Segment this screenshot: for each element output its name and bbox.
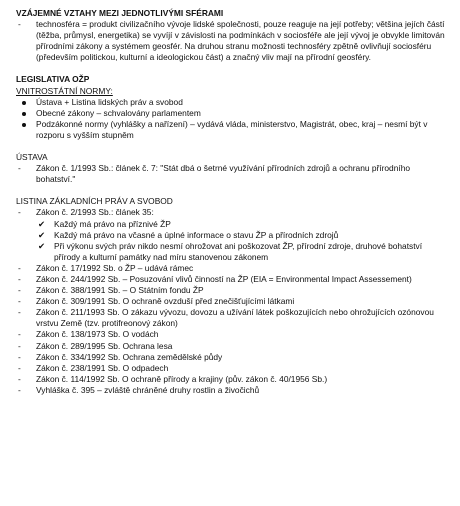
check-icon: ✔	[38, 240, 46, 251]
section-title-constitution: ÚSTAVA	[16, 152, 48, 163]
list-item	[16, 307, 448, 329]
dash-marker: -	[18, 262, 21, 273]
list-item-text: Obecné zákony – schvalovány parlamentem	[36, 107, 201, 118]
list-item-text: Ústava + Listina lidských práv a svobod	[36, 96, 183, 107]
list-item	[16, 108, 448, 119]
list-item-text: Zákon č. 211/1993 Sb. O zákazu vývozu, dovozu a užívání látek poškozujících nebo ohrožujících ozónovou vrstvu Země (tzv. protifreonový zákon)	[36, 307, 434, 329]
list-item	[16, 285, 448, 296]
list-item	[16, 329, 448, 340]
list-item	[16, 19, 448, 63]
subsection-title-national-norms: VNITROSTÁTNÍ NORMY:	[16, 85, 113, 96]
list-item	[16, 274, 448, 285]
bullet-icon	[22, 123, 26, 127]
dash-marker: -	[18, 351, 21, 362]
list-item	[16, 97, 448, 108]
dash-marker: -	[18, 340, 21, 351]
list-item-text: Zákon č. 114/1992 Sb. O ochraně přírody a krajiny (pův. zákon č. 40/1956 Sb.)	[36, 373, 328, 384]
list-item	[16, 263, 448, 274]
section-title-legislation: LEGISLATIVA OŽP	[16, 74, 90, 85]
dash-marker: -	[18, 307, 21, 318]
dash-marker: -	[18, 373, 21, 384]
list-item	[16, 163, 448, 185]
list-item-text: Každý má právo na včasné a úplné informace o stavu ŽP a přírodních zdrojů	[54, 229, 339, 240]
list-item-text: Zákon č. 1/1993 Sb.: článek č. 7: "Stát dbá o šetrné využívání přírodních zdrojů a ochranu přírodního bohatství."	[36, 163, 411, 185]
list-item	[16, 363, 448, 374]
list-item-text: Zákon č. 138/1973 Sb. O vodách	[36, 329, 159, 340]
dash-marker: -	[18, 329, 21, 340]
list-item	[16, 341, 448, 352]
list-item	[16, 385, 448, 396]
list-item-text: Zákon č. 309/1991 Sb. O ochraně ovzduší před znečišťujícími látkami	[36, 296, 295, 307]
check-icon: ✔	[38, 229, 46, 240]
section-title-charter: LISTINA ZÁKLADNÍCH PRÁV A SVOBOD	[16, 196, 173, 207]
list-item	[16, 296, 448, 307]
sub-list-item	[16, 241, 448, 263]
list-item	[16, 374, 448, 385]
dash-marker: -	[18, 163, 21, 174]
dash-marker: -	[18, 207, 21, 218]
list-item-text: Zákon č. 334/1992 Sb. Ochrana zemědělské půdy	[36, 351, 223, 362]
dash-marker: -	[18, 273, 21, 284]
bullet-icon	[22, 112, 26, 116]
dash-marker: -	[18, 285, 21, 296]
list-item	[16, 119, 448, 141]
list-item-text: Zákon č. 244/1992 Sb. – Posuzování vlivů činností na ŽP (EIA = Environmental Impact Assessement)	[36, 273, 412, 284]
list-item-text: Zákon č. 289/1995 Sb. Ochrana lesa	[36, 340, 173, 351]
bullet-icon	[22, 101, 26, 105]
list-item	[16, 352, 448, 363]
check-icon: ✔	[38, 218, 46, 229]
list-item-text: Každý má právo na příznivé ŽP	[54, 218, 171, 229]
list-item-text: Zákon č. 17/1992 Sb. o ŽP – udává rámec	[36, 262, 194, 273]
list-item-text: Při výkonu svých práv nikdo nesmí ohrožovat ani poškozovat ŽP, přírodní zdroje, druhové bohatství přírody a kulturní památky nad míru stanovenou zákonem	[54, 240, 423, 262]
list-item-text: Zákon č. 238/1991 Sb. O odpadech	[36, 362, 169, 373]
dash-marker: -	[18, 384, 21, 395]
dash-marker: -	[18, 296, 21, 307]
list-item-text: technosféra = produkt civilizačního vývoje lidské společnosti, pouze reaguje na její potřeby; většina jejích částí (těžba, průmysl, energetika) se vyvíjí v závislosti na podmínkách v sociosféře ale její vývoj je obvykle limitován přírodními zákony a systémem geosfér. Na druhou stranu možnosti technosféry zpětně ovlivňují sociosféru (především politickou, kulturní a ideologickou část) a značný vliv mají na přírodní geosféry.	[36, 19, 445, 63]
list-item-text: Zákon č. 2/1993 Sb.: článek 35:	[36, 207, 154, 218]
list-item-text: Vyhláška č. 395 – zvláště chráněné druhy rostlin a živočichů	[36, 384, 260, 395]
section-title-spheres: VZÁJEMNÉ VZTAHY MEZI JEDNOTLIVÝMI SFÉRAMI	[16, 8, 224, 18]
list-item-text: Podzákonné normy (vyhlášky a nařízení) – vydává vláda, ministerstvo, Magistrát, obec, kraj – nesmí být v rozporu s vyšším stupněm	[36, 118, 428, 140]
dash-marker: -	[18, 362, 21, 373]
sub-list-item	[16, 230, 448, 241]
list-item	[16, 207, 448, 218]
dash-marker: -	[18, 19, 21, 30]
sub-list-item	[16, 219, 448, 230]
list-item-text: Zákon č. 388/1991 Sb. – O Státním fondu ŽP	[36, 285, 204, 296]
